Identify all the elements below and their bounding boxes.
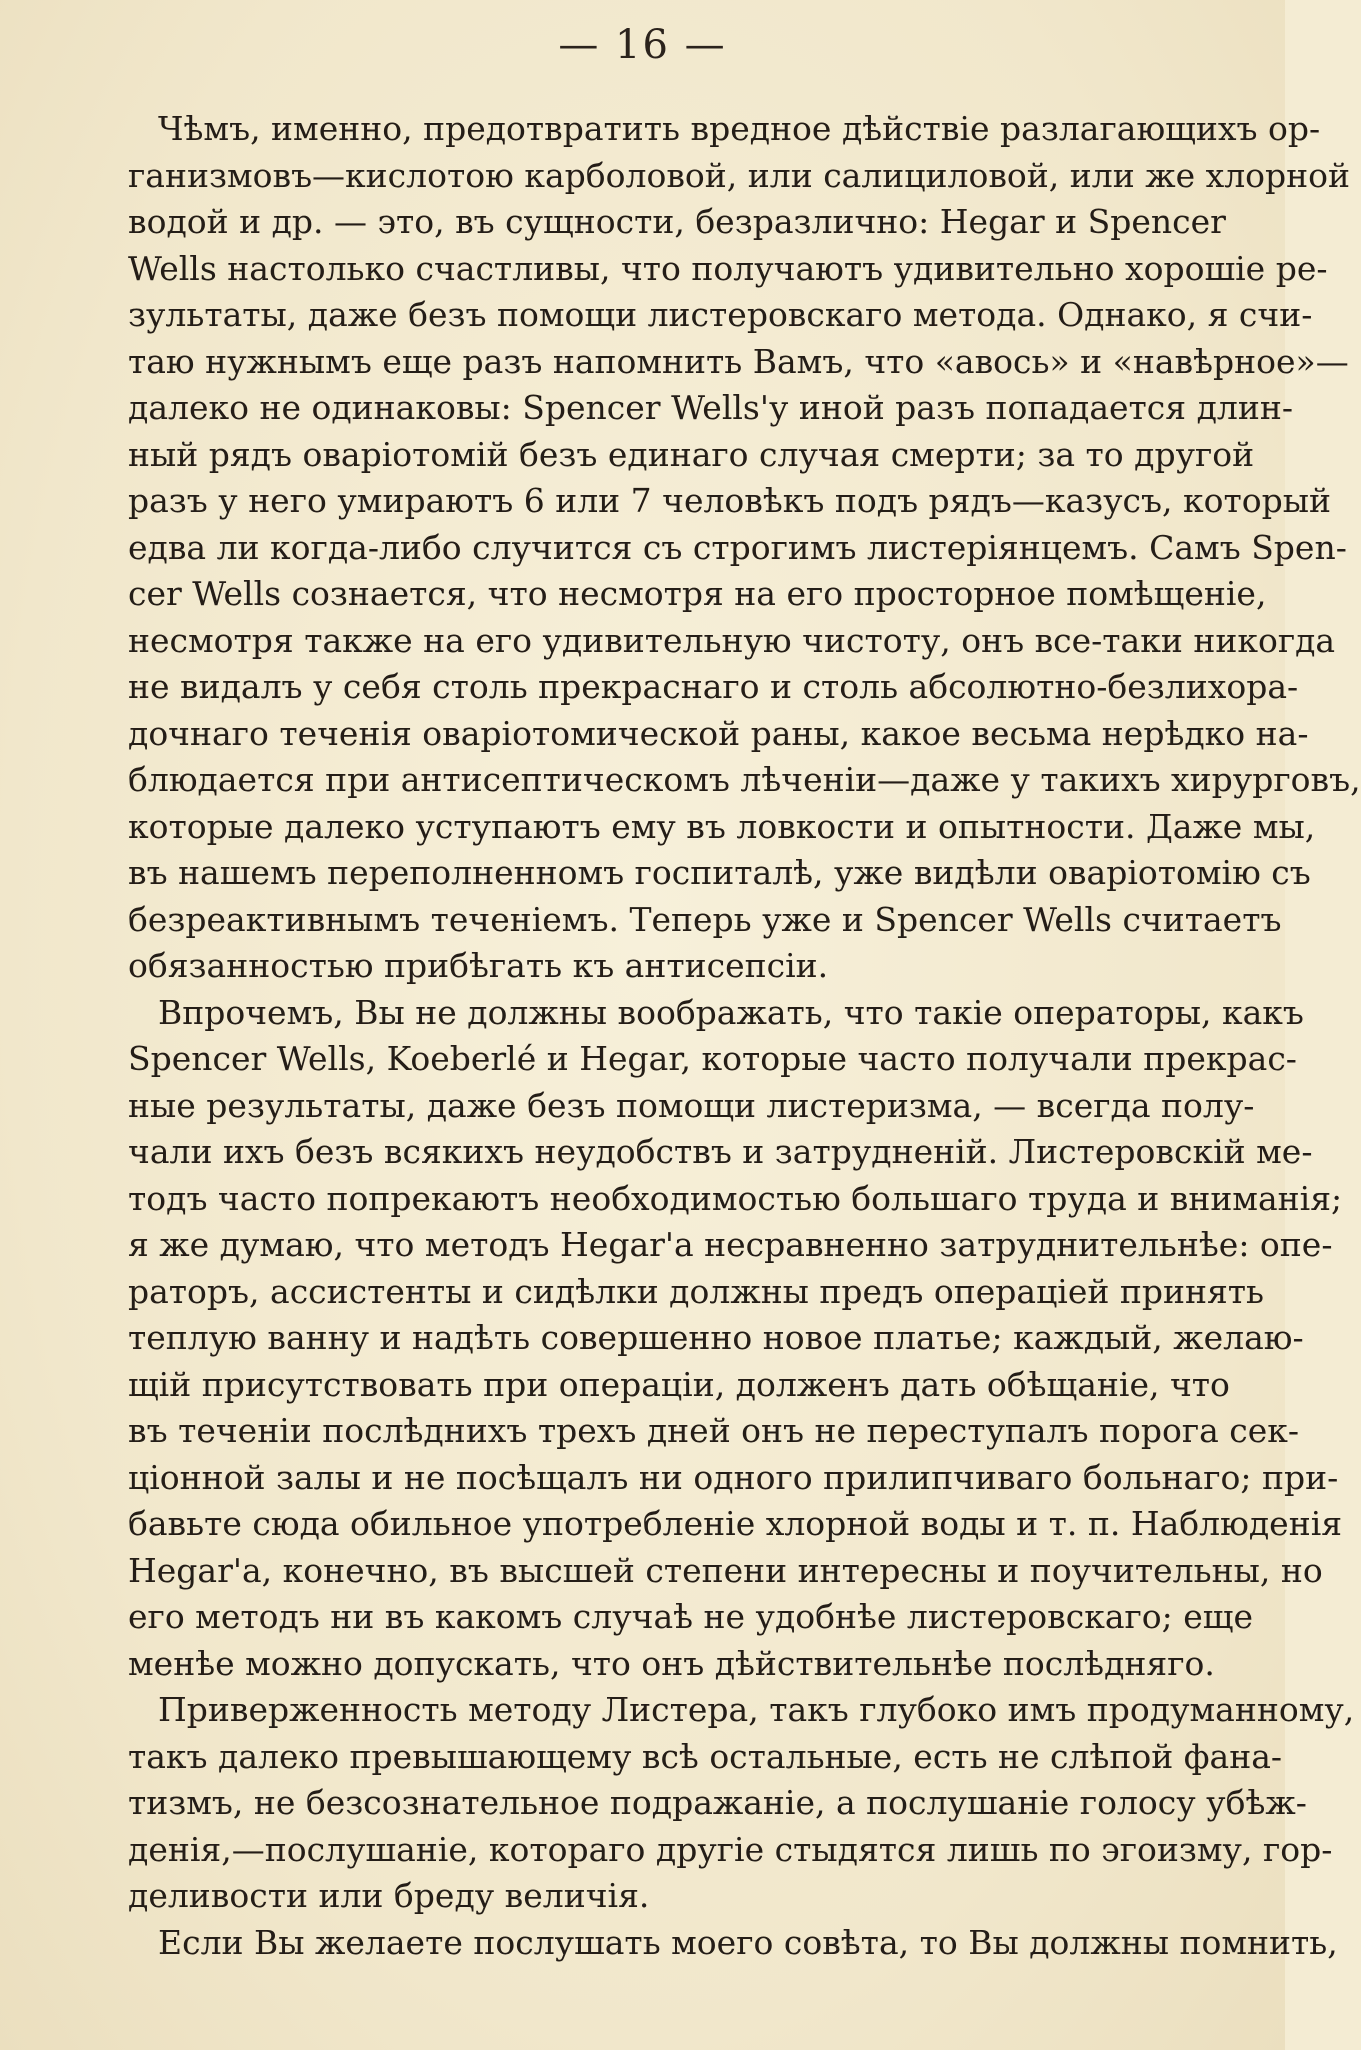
text-line: ціонной залы и не посѣщалъ ни одного прилипчиваго больнаго; при-: [128, 1457, 1339, 1497]
text-line: менѣе можно допускать, что онъ дѣйствительнѣе послѣдняго.: [128, 1643, 1215, 1683]
text-line: тодъ часто попрекаютъ необходимостью большаго труда и вниманія;: [128, 1178, 1343, 1218]
text-line: въ теченіи послѣднихъ трехъ дней онъ не переступалъ порога сек-: [128, 1411, 1300, 1450]
text-line: бавьте сюда обильное употребленіе хлорной воды и т. п. Наблюденія: [128, 1504, 1343, 1543]
text-line: деливости или бреду величія.: [128, 1876, 650, 1915]
paragraph: [128, 106, 1361, 990]
text-line: его методъ ни въ какомъ случаѣ не удобнѣе листеровскаго; еще: [128, 1597, 1254, 1636]
text-line: чали ихъ безъ всякихъ неудобствъ и затрудненій. Листеровскій ме-: [128, 1132, 1313, 1171]
text-line: раторъ, ассистенты и сидѣлки должны предъ операціей принять: [128, 1271, 1265, 1311]
text-line: блюдается при антисептическомъ лѣченіи—даже у такихъ хирурговъ,: [128, 760, 1361, 799]
text-line: далеко не одинаковы: Spencer Wells'у иной разъ попадается длин-: [128, 388, 1293, 427]
text-line: Впрочемъ, Вы не должны воображать, что такіе операторы, какъ: [158, 992, 1304, 1032]
text-line: обязанностью прибѣгать къ антисепсіи.: [128, 946, 829, 985]
text-line: безреактивнымъ теченіемъ. Теперь уже и Spencer Wells считаетъ: [128, 899, 1282, 939]
text-line: cer Wells сознается, что несмотря на его просторное помѣщеніе,: [128, 574, 1267, 613]
text-line: въ нашемъ переполненномъ госпиталѣ, уже видѣли оваріотомію съ: [128, 853, 1311, 892]
text-line: тизмъ, не безсознательное подражаніе, а послушаніе голосу убѣж-: [128, 1783, 1307, 1822]
text-line: Приверженность методу Листера, такъ глубоко имъ продуманному,: [158, 1690, 1355, 1729]
body-text: [128, 106, 1361, 1966]
paragraph: [128, 990, 1343, 1688]
text-line: Чѣмъ, именно, предотвратить вредное дѣйствіе разлагающихъ ор-: [158, 109, 1321, 148]
text-line: теплую ванну и надѣть совершенно новое платье; каждый, желаю-: [128, 1318, 1304, 1357]
paragraph: [128, 1687, 1355, 1920]
paragraph: [128, 1920, 1338, 1967]
page-number: — 16 —: [558, 22, 727, 68]
text-line: таю нужнымъ еще разъ напомнить Вамъ, что «авось» и «навѣрное»—: [128, 341, 1349, 381]
text-line: которые далеко уступаютъ ему въ ловкости и опытности. Даже мы,: [128, 806, 1316, 846]
text-line: Hegar'а, конечно, въ высшей степени интересны и поучительны, но: [128, 1550, 1323, 1590]
text-line: ные результаты, даже безъ помощи листеризма, — всегда полу-: [128, 1085, 1255, 1125]
text-line: дочнаго теченія оваріотомической раны, какое весьма нерѣдко на-: [128, 713, 1309, 753]
text-line: Если Вы желаете послушать моего совѣта, то Вы должны помнить,: [158, 1922, 1338, 1962]
text-line: денія,—послушаніе, котораго другіе стыдятся лишь по эгоизму, гор-: [128, 1829, 1333, 1869]
text-line: ганизмовъ—кислотою карболовой, или салициловой, или же хлорной: [128, 155, 1351, 195]
text-line: зультаты, даже безъ помощи листеровскаго метода. Однако, я счи-: [128, 295, 1313, 334]
text-line: я же думаю, что методъ Hegar'а несравненно затруднительнѣе: опе-: [128, 1225, 1333, 1264]
text-line: Spencer Wells, Koeberlé и Hegar, которые часто получали прекрас-: [128, 1039, 1297, 1078]
text-line: Wells настолько счастливы, что получаютъ удивительно хорошіе ре-: [128, 248, 1328, 288]
text-line: едва ли когда-либо случится съ строгимъ листеріянцемъ. Самъ Spen-: [128, 527, 1347, 567]
text-line: ный рядъ оваріотомій безъ единаго случая смерти; за то другой: [128, 434, 1255, 474]
text-line: не видалъ у себя столь прекраснаго и столь абсолютно-безлихора-: [128, 667, 1299, 706]
text-line: водой и др. — это, въ сущности, безразлично: Hegar и Spencer: [128, 202, 1226, 241]
text-line: разъ у него умираютъ 6 или 7 человѣкъ подъ рядъ—казусъ, который: [128, 481, 1331, 520]
text-line: щій присутствовать при операціи, долженъ дать обѣщаніе, что: [128, 1364, 1230, 1404]
text-line: такъ далеко превышающему всѣ остальные, есть не слѣпой фана-: [128, 1736, 1283, 1776]
text-line: несмотря также на его удивительную чистоту, онъ все-таки никогда: [128, 620, 1336, 660]
